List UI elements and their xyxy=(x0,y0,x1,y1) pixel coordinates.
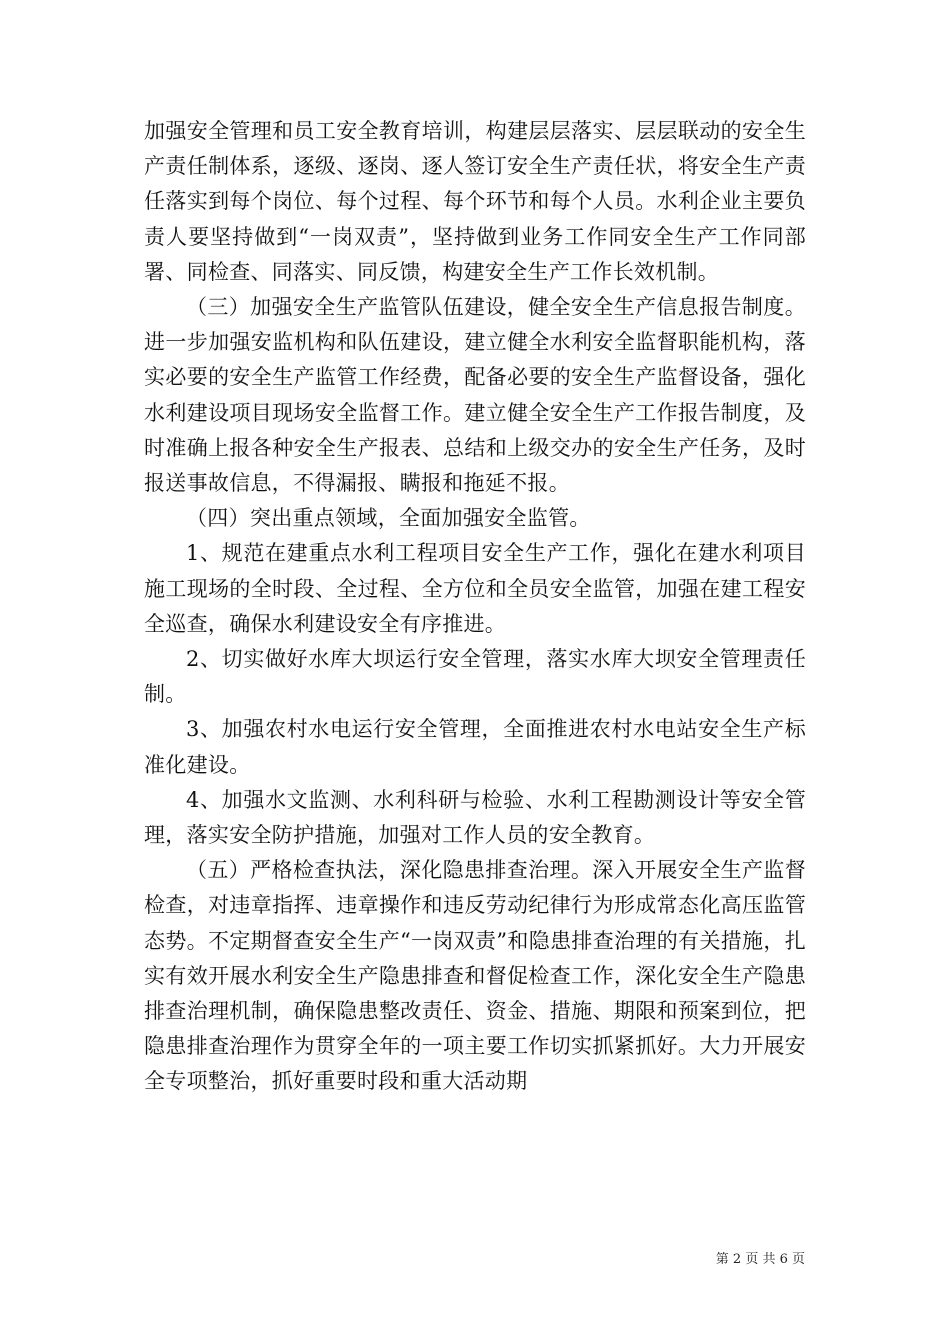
paragraph-key-areas-heading: （四）突出重点领域，全面加强安全监管。 xyxy=(186,506,591,531)
paragraph-item-2: 2、切实做好水库大坝运行安全管理，落实水库大坝安全管理责任制。 xyxy=(144,647,806,707)
paragraph-supervision-team: （三）加强安全生产监管队伍建设，健全安全生产信息报告制度。进一步加强安监机构和队伍建设，建立健全水利安全监督职能机构，落实必要的安全生产监管工作经费，配备必要的安全生产监督设备，强化水利建设项目现场安全监督工作。建立健全安全生产工作报告制度，及时准确上报各种安全生产报表、总结和上级交办的安全生产任务，及时报送事故信息，不得漏报、瞒报和拖延不报。 xyxy=(144,295,806,496)
page-number-footer: 第 2 页 共 6 页 xyxy=(715,1252,805,1267)
paragraph-item-4: 4、加强水文监测、水利科研与检验、水利工程勘测设计等安全管理，落实安全防护措施，加强对工作人员的安全教育。 xyxy=(144,787,806,848)
paragraph-item-1: 1、规范在建重点水利工程项目安全生产工作，强化在建水利项目施工现场的全时段、全过程、全方位和全员安全监管，加强在建工程安全巡查，确保水利建设安全有序推进。 xyxy=(144,541,806,636)
paragraph-item-3: 3、加强农村水电运行安全管理，全面推进农村水电站安全生产标准化建设。 xyxy=(144,717,806,777)
paragraph-inspection-enforcement: （五）严格检查执法，深化隐患排查治理。深入开展安全生产监督检查，对违章指挥、违章操作和违反劳动纪律行为形成常态化高压监管态势。不定期督查安全生产“一岗双责”和隐患排查治理的有关措施，扎实有效开展水利安全生产隐患排查和督促检查工作，深化安全生产隐患排查治理机制，确保隐患整改责任、资金、措施、期限和预案到位，把隐患排查治理作为贯穿全年的一项主要工作切实抓紧抓好。大力开展安全专项整治，抓好重要时段和重大活动期 xyxy=(144,858,806,1094)
document-body xyxy=(144,114,806,1100)
paragraph-responsibility-system: 加强安全管理和员工安全教育培训，构建层层落实、层层联动的安全生产责任制体系，逐级、逐岗、逐人签订安全生产责任状，将安全生产责任落实到每个岗位、每个过程、每个环节和每个人员。水利企业主要负责人要坚持做到“一岗双责”，坚持做到业务工作同安全生产工作同部署、同检查、同落实、同反馈，构建安全生产工作长效机制。 xyxy=(144,119,806,284)
